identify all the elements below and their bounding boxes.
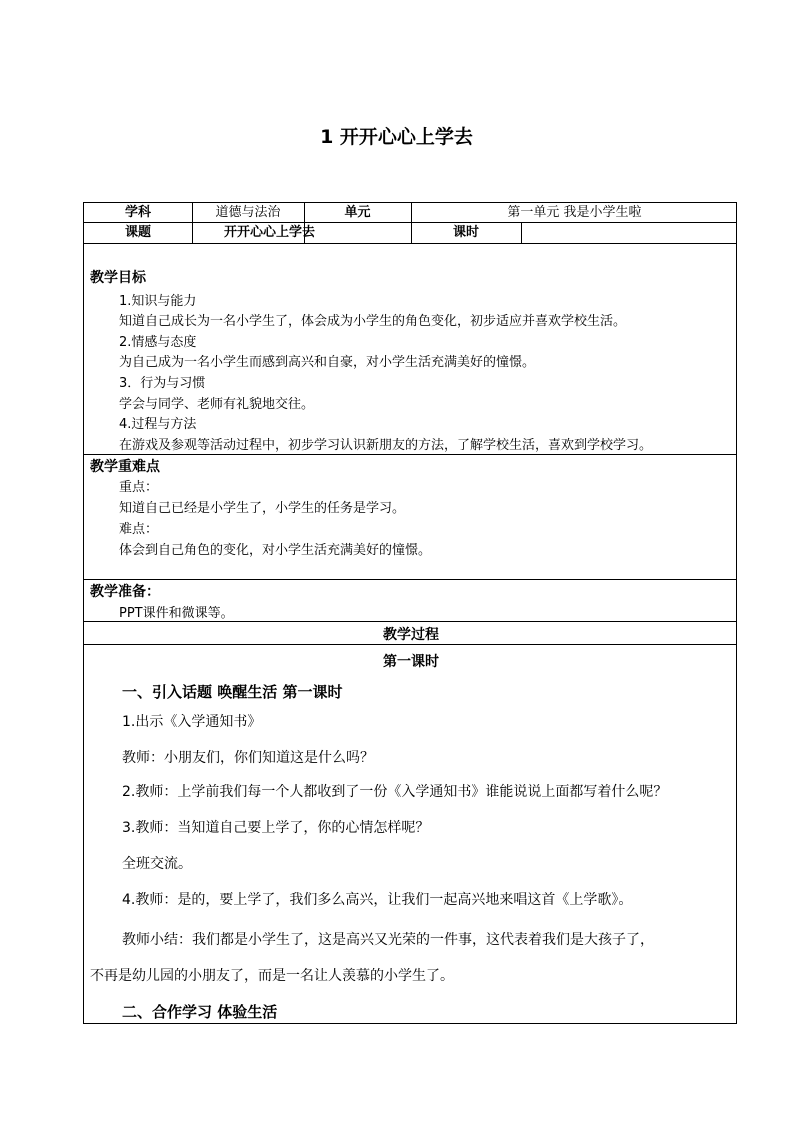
col-divider xyxy=(521,222,522,243)
topic-value: 开开心心上学去 xyxy=(224,225,316,240)
unit-label: 单元 xyxy=(344,205,371,220)
preparation-line: PPT课件和微课等。 xyxy=(119,606,234,621)
subject-label: 学科 xyxy=(124,205,151,220)
subject-value: 道德与法治 xyxy=(215,205,281,220)
section-heading: 一、引入话题 唤醒生活 第一课时 xyxy=(122,683,343,701)
process-paragraph: 1.出示《入学通知书》 xyxy=(122,714,262,730)
row-divider xyxy=(84,454,736,455)
page-title: 1 开开心心上学去 xyxy=(320,126,473,148)
objective-line: 4.过程与方法 xyxy=(119,417,197,432)
objective-line: 学会与同学、老师有礼貌地交往。 xyxy=(119,397,315,412)
process-paragraph: 不再是幼儿园的小朋友了，而是一名让人羡慕的小学生了。 xyxy=(90,968,454,984)
row-divider xyxy=(84,579,736,580)
objective-line: 知道自己成长为一名小学生了，体会成为小学生的角色变化，初步适应并喜欢学校生活。 xyxy=(119,314,627,329)
process-paragraph: 2.教师：上学前我们每一个人都收到了一份《入学通知书》谁能说说上面都写着什么呢？ xyxy=(122,784,668,800)
process-heading: 教学过程 xyxy=(383,627,439,643)
topic-label: 课题 xyxy=(124,225,151,240)
objectives-heading: 教学目标 xyxy=(90,270,146,286)
key-point-line: 体会到自己角色的变化，对小学生活充满美好的憧憬。 xyxy=(119,543,432,558)
objective-line: 为自己成为一名小学生而感到高兴和自豪，对小学生活充满美好的憧憬。 xyxy=(119,355,536,370)
period-label: 课时 xyxy=(452,225,479,240)
objective-line: 1.知识与能力 xyxy=(119,294,197,309)
objective-line: 在游戏及参观等活动过程中，初步学习认识新朋友的方法，了解学校生活，喜欢到学校学习。 xyxy=(119,438,653,453)
row-divider xyxy=(84,243,736,244)
process-paragraph: 4.教师：是的，要上学了，我们多么高兴，让我们一起高兴地来唱这首《上学歌》。 xyxy=(122,892,633,908)
process-paragraph: 3.教师：当知道自己要上学了，你的心情怎样呢？ xyxy=(122,820,430,836)
row-divider xyxy=(84,621,736,622)
lesson-plan-table xyxy=(83,202,737,1024)
key-points-heading: 教学重难点 xyxy=(90,459,160,475)
key-point-line: 重点： xyxy=(119,480,159,495)
unit-value: 第一单元 我是小学生啦 xyxy=(507,205,642,220)
period-heading: 第一课时 xyxy=(383,654,439,670)
key-point-line: 难点： xyxy=(119,522,159,537)
section-heading: 二、合作学习 体验生活 xyxy=(122,1003,278,1021)
key-point-line: 知道自己已经是小学生了，小学生的任务是学习。 xyxy=(119,501,406,516)
preparation-heading: 教学准备： xyxy=(90,584,160,600)
process-paragraph: 教师小结：我们都是小学生了，这是高兴又光荣的一件事，这代表着我们是大孩子了， xyxy=(122,932,654,948)
row-divider xyxy=(84,644,736,645)
objective-line: 2.情感与态度 xyxy=(119,335,197,350)
process-paragraph: 教师：小朋友们，你们知道这是什么吗？ xyxy=(122,750,374,766)
objective-line: 3．行为与习惯 xyxy=(119,376,206,391)
process-paragraph: 全班交流。 xyxy=(122,856,192,872)
